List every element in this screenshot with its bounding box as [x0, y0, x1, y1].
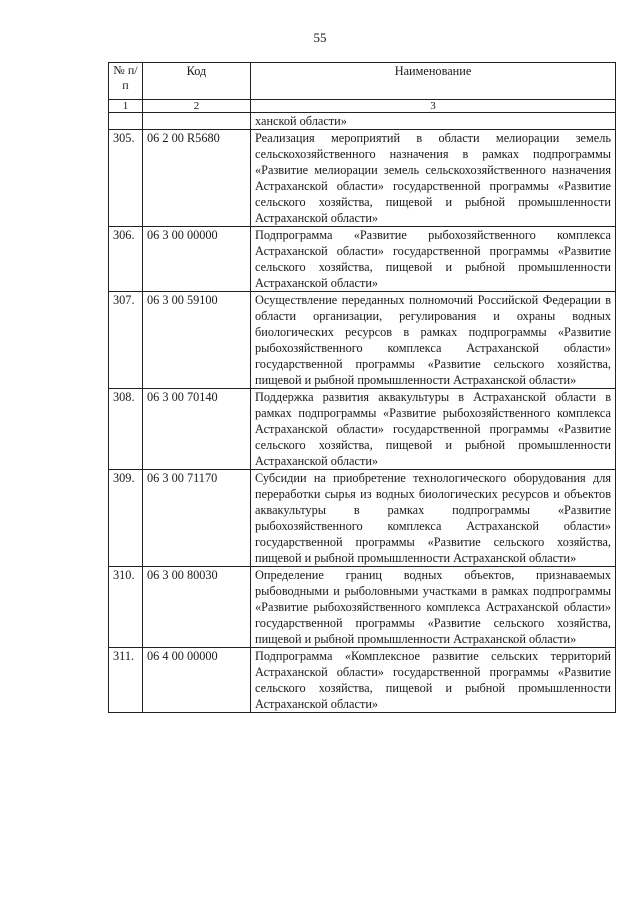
row-num: 309.	[109, 470, 143, 567]
row-num: 307.	[109, 292, 143, 389]
row-num	[109, 113, 143, 130]
row-name: Субсидии на приобретение технологического оборудования для переработки сырья из водных биологических ресурсов и объектов аквакультуры в рамках подпрограммы «Развитие рыбохозяйственного комплекса Астраханской области» государственной программы «Развитие сельского хозяйства, пищевой и рыбной промышленности Астраханской области»	[251, 470, 616, 567]
row-name: Определение границ водных объектов, признаваемых рыбоводными и рыболовными участками в рамках подпрограммы «Развитие рыбохозяйственного комплекса Астраханской области» государственной программы «Развитие сельского хозяйства, пищевой и рыбной промышленности Астраханской области»	[251, 567, 616, 648]
table-row	[109, 389, 616, 470]
table-row	[109, 567, 616, 648]
table-row	[109, 292, 616, 389]
row-num: 305.	[109, 130, 143, 227]
table-header-row	[109, 63, 616, 100]
row-num: 310.	[109, 567, 143, 648]
row-code: 06 3 00 00000	[143, 227, 251, 292]
header-code: Код	[143, 63, 251, 100]
header-num: № п/п	[109, 63, 143, 100]
row-code: 06 3 00 59100	[143, 292, 251, 389]
continuation-row	[109, 113, 616, 130]
row-num: 311.	[109, 648, 143, 713]
row-code: 06 2 00 R5680	[143, 130, 251, 227]
table-row	[109, 470, 616, 567]
row-num: 306.	[109, 227, 143, 292]
row-name: Поддержка развития аквакультуры в Астраханской области в рамках подпрограммы «Развитие рыбохозяйственного комплекса Астраханской области» государственной программы «Развитие сельского хозяйства, пищевой и рыбной промышленности Астраханской области»	[251, 389, 616, 470]
row-code: 06 4 00 00000	[143, 648, 251, 713]
column-index: 3	[251, 100, 616, 113]
row-name: Осуществление переданных полномочий Российской Федерации в области организации, регулирования и охраны водных биологических ресурсов в рамках подпрограммы «Развитие рыбохозяйственного комплекса Астраханской области» государственной программы «Развитие сельского хозяйства, пищевой и рыбной промышленности Астраханской области»	[251, 292, 616, 389]
budget-classification-table	[108, 62, 616, 713]
row-name: ханской области»	[251, 113, 616, 130]
column-index-row	[109, 100, 616, 113]
row-num: 308.	[109, 389, 143, 470]
table-row	[109, 130, 616, 227]
column-index: 2	[143, 100, 251, 113]
row-code	[143, 113, 251, 130]
row-code: 06 3 00 80030	[143, 567, 251, 648]
table-row	[109, 227, 616, 292]
page-number: 55	[313, 30, 327, 45]
row-code: 06 3 00 71170	[143, 470, 251, 567]
row-name: Подпрограмма «Комплексное развитие сельских территорий Астраханской области» государственной программы «Развитие сельского хозяйства, пищевой и рыбной промышленности Астраханской области»	[251, 648, 616, 713]
row-code: 06 3 00 70140	[143, 389, 251, 470]
row-name: Реализация мероприятий в области мелиорации земель сельскохозяйственного назначения в рамках подпрограммы «Развитие мелиорации земель сельскохозяйственного назначения Астраханской области» государственной программы «Развитие сельского хозяйства, пищевой и рыбной промышленности Астраханской области»	[251, 130, 616, 227]
table-row	[109, 648, 616, 713]
header-name: Наименование	[251, 63, 616, 100]
column-index: 1	[109, 100, 143, 113]
row-name: Подпрограмма «Развитие рыбохозяйственного комплекса Астраханской области» государственной программы «Развитие сельского хозяйства, пищевой и рыбной промышленности Астраханской области»	[251, 227, 616, 292]
